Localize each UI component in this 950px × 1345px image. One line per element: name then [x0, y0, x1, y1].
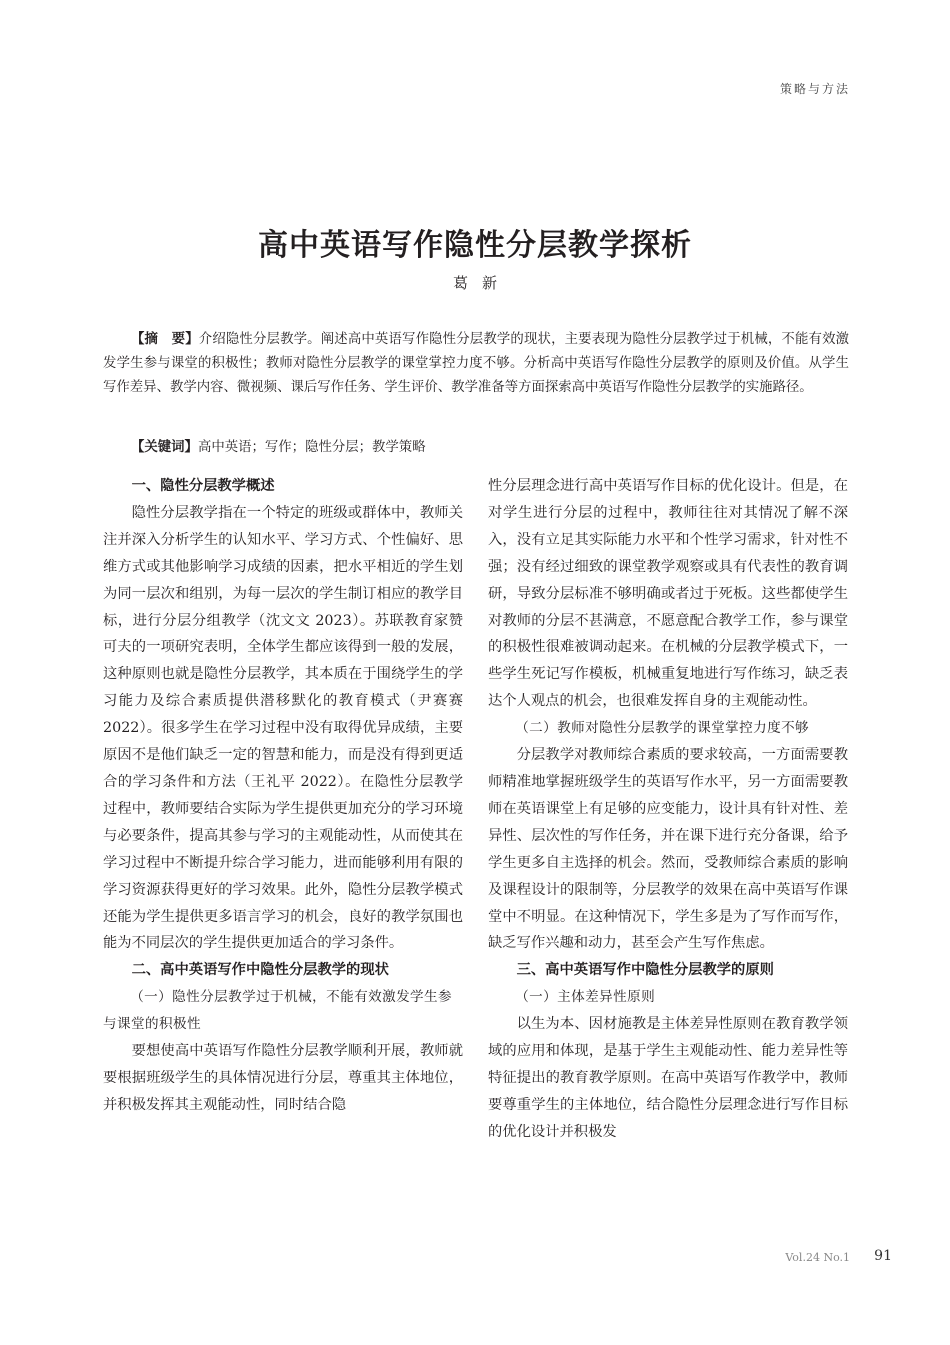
section-heading-2: 二、高中英语写作中隐性分层教学的现状	[131, 962, 389, 979]
paragraph-2: 要想使高中英语写作隐性分层教学顺利开展，教师就要根据班级学生的具体情况进行分层，尊重其主体地位，并积极发挥其主观能动性，同时结合隐	[103, 1043, 463, 1113]
article-author: 葛新	[452, 274, 511, 292]
keywords	[103, 436, 849, 460]
abstract-label: 【摘 要】	[131, 332, 199, 347]
subsection-heading-2-1: （一）隐性分层教学过于机械，不能有效激发学生参与课堂的积极性	[103, 989, 453, 1033]
abstract-text: 介绍隐性分层教学。阐述高中英语写作隐性分层教学的现状，主要表现为隐性分层教学过于机械，不能有效激发学生参与课堂的积极性；教师对隐性分层教学的课堂掌控力度不够。分析高中英语写作隐性分层教学的原则及价值。从学生写作差异、教学内容、微视频、课后写作任务、学生评价、教学准备等方面探索高中英语写作隐性分层教学的实施路径。	[103, 332, 850, 395]
abstract	[103, 328, 849, 400]
volume-info: Vol.24 No.1	[785, 1251, 850, 1264]
section-heading-3: 三、高中英语写作中隐性分层教学的原则	[516, 962, 774, 979]
section-label: 策略与方法	[779, 82, 850, 96]
subsection-heading-2-2: （二）教师对隐性分层教学的课堂掌控力度不够	[515, 720, 810, 737]
subsection-heading-3-1: （一）主体差异性原则	[515, 989, 656, 1006]
page-number: 91	[874, 1248, 892, 1264]
paragraph-2-continued: 性分层理念进行高中英语写作目标的优化设计。但是，在对学生进行分层的过程中，教师往往对其情况了解不深入，没有立足其实际能力水平和个性学习需求，针对性不强；没有经过细致的课堂教学观察或具有代表性的教育调研，导致分层标准不够明确或者过于死板。这些都使学生对教师的分层不甚满意，不愿意配合教学工作，参与课堂的积极性很难被调动起来。在机械的分层教学模式下，一些学生死记写作模板，机械重复地进行写作练习，缺乏表达个人观点的机会，也很难发挥自身的主观能动性。	[488, 478, 848, 710]
keywords-label: 【关键词】	[131, 440, 198, 455]
paragraph-4: 以生为本、因材施教是主体差异性原则在教育教学领域的应用和体现，是基于学生主观能动性、能力差异性等特征提出的教育教学原则。在高中英语写作教学中，教师要尊重学生的主体地位，结合隐性分层理念进行写作目标的优化设计并积极发	[488, 1016, 848, 1140]
paragraph-1: 隐性分层教学指在一个特定的班级或群体中，教师关注并深入分析学生的认知水平、学习方式、个性偏好、思维方式或其他影响学习成绩的因素，把水平相近的学生划为同一层次和组别，为每一层次的学生制订相应的教学目标，进行分层分组教学（沈文文 2023）。苏联教育家赞可夫的一项研究表明，全体学生都应该得到一般的发展，这种原则也就是隐性分层教学，其本质在于围绕学生的学习能力及综合素质提供潜移默化的教育模式（尹赛赛 2022）。很多学生在学习过程中没有取得优异成绩，主要原因不是他们缺乏一定的智慧和能力，而是没有得到更适合的学习条件和方法（王礼平 2022）。在隐性分层教学过程中，教师要结合实际为学生提供更加充分的学习环境与必要条件，提高其参与学习的主观能动性，从而使其在学习过程中不断提升综合学习能力，进而能够利用有限的学习资源获得更好的学习效果。此外，隐性分层教学模式还能为学生提供更多语言学习的机会，良好的教学氛围也能为不同层次的学生提供更加适合的学习条件。	[103, 504, 463, 952]
right-column	[488, 473, 848, 1146]
article-title: 高中英语写作隐性分层教学探析	[258, 228, 692, 263]
left-column	[103, 473, 463, 1119]
section-heading-1: 一、隐性分层教学概述	[131, 478, 275, 494]
paragraph-3: 分层教学对教师综合素质的要求较高，一方面需要教师精准地掌握班级学生的英语写作水平，另一方面需要教师在英语课堂上有足够的应变能力，设计具有针对性、差异性、层次性的写作任务，并在课下进行充分备课，给予学生更多自主选择的机会。然而，受教师综合素质的影响及课程设计的限制等，分层教学的效果在高中英语写作课堂中不明显。在这种情况下，学生多是为了写作而写作，缺乏写作兴趣和动力，甚至会产生写作焦虑。	[488, 747, 848, 952]
keywords-text: 高中英语；写作；隐性分层；教学策略	[197, 440, 426, 455]
